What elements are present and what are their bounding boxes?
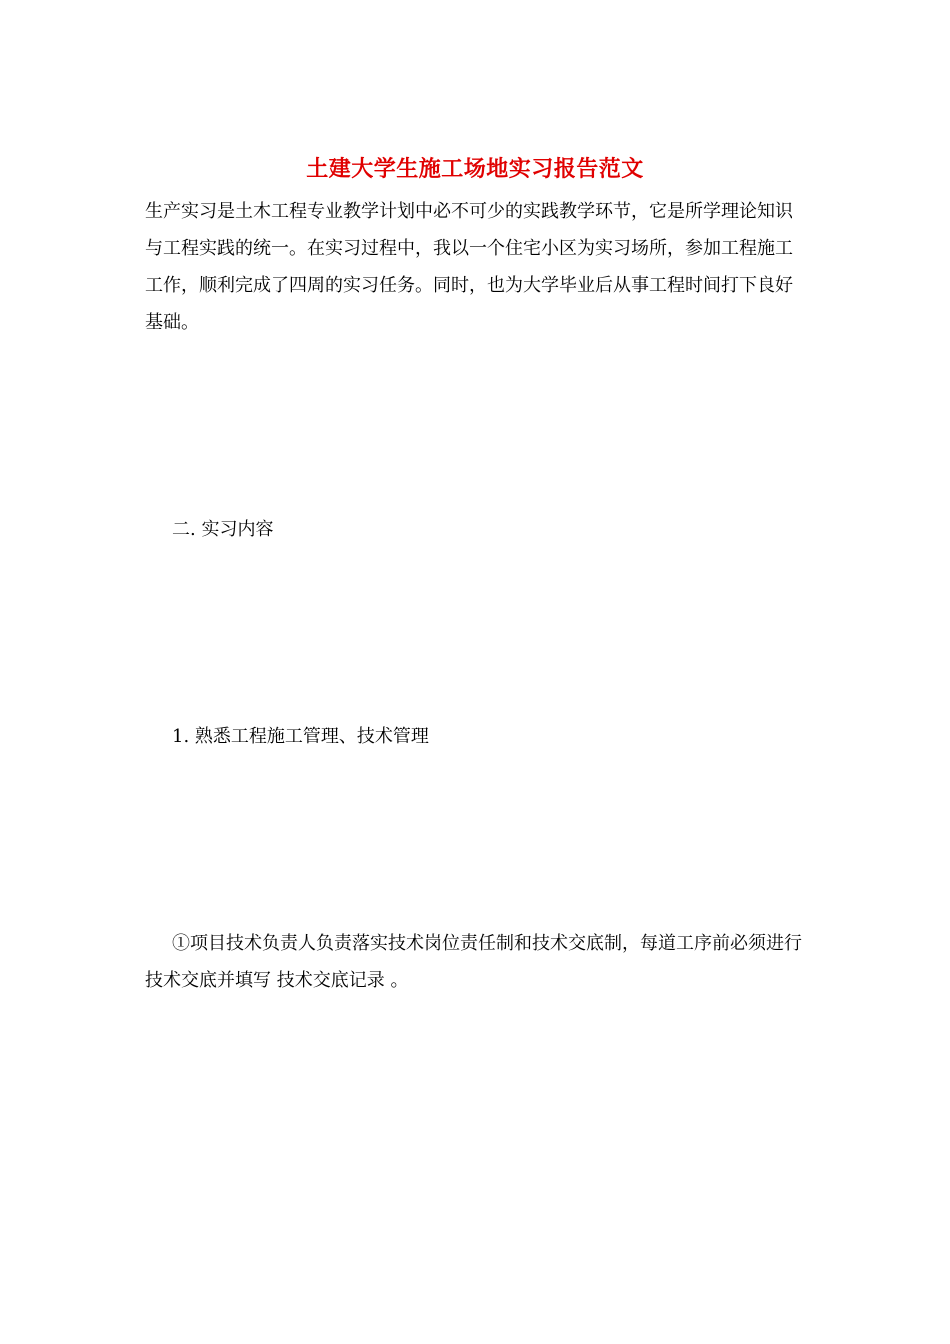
item-heading: 1. 熟悉工程施工管理、技术管理 — [172, 726, 429, 747]
item-paragraph: ①项目技术负责人负责落实技术岗位责任制和技术交底制，每道工序前必须进行技术交底并填写 技术交底记录 。 — [145, 933, 802, 991]
intro-paragraph: 生产实习是土木工程专业教学计划中必不可少的实践教学环节，它是所学理论知识与工程实践的统一。在实习过程中，我以一个住宅小区为实习场所，参加工程施工工作，顺利完成了四周的实习任务。同时，也为大学毕业后从事工程时间打下良好基础。 — [145, 201, 793, 333]
document-title: 土建大学生施工场地实习报告范文 — [306, 156, 644, 182]
section-heading: 二. 实习内容 — [172, 519, 274, 540]
